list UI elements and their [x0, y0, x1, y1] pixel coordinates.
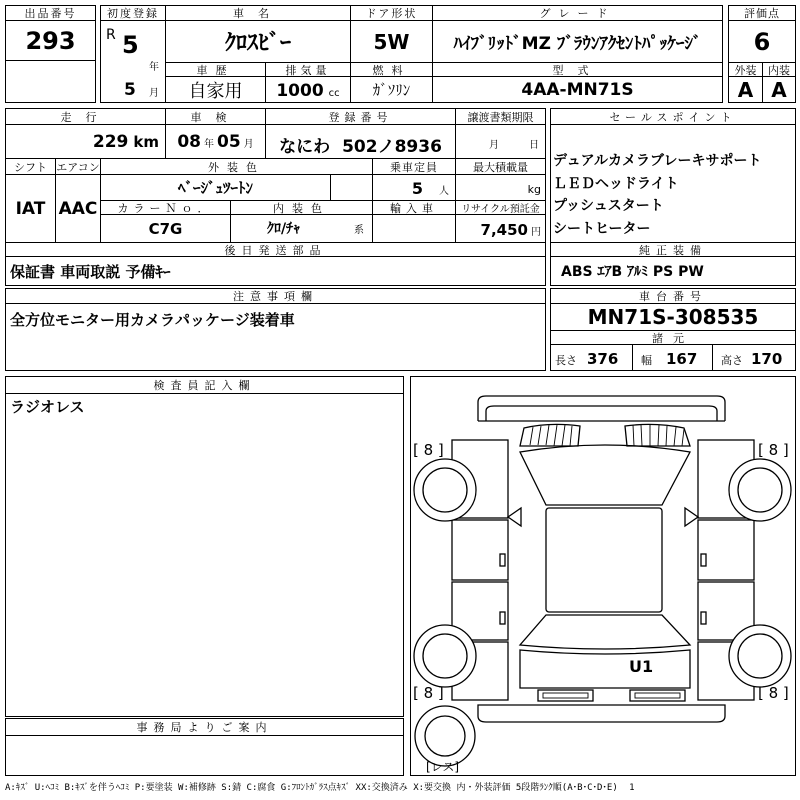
spec-height-label: 高さ	[721, 354, 743, 367]
spec-length-value: 376	[587, 350, 619, 368]
car-diagram	[410, 376, 796, 776]
recycle-fee-value: 7,450	[480, 221, 528, 239]
history-value: 自家用	[165, 76, 266, 103]
registration-number: 502ノ8936	[342, 137, 442, 157]
later-parts-label: 後日発送部品	[5, 242, 546, 257]
exterior-color-extra-cell	[330, 174, 373, 201]
capacity-value: 5	[411, 179, 423, 198]
recycle-fee-unit: 円	[531, 227, 541, 238]
rear-bumper	[478, 705, 725, 722]
office-notice-value	[5, 735, 404, 776]
first-registration-month: 5	[124, 80, 136, 100]
page-number: 1	[629, 783, 635, 793]
left-front-door-handle	[500, 554, 505, 566]
aircon-value: AAC	[55, 174, 101, 243]
headlight-right-ribs	[633, 425, 684, 446]
wheel-rear-right	[729, 625, 791, 687]
lot-number-label: 出品番号	[5, 5, 96, 21]
interior-color-value-cell	[230, 214, 373, 243]
car-name-value: ｸﾛｽﾋﾞｰ	[165, 20, 351, 63]
transfer-deadline-value-cell	[455, 124, 546, 159]
first-registration-value	[100, 20, 166, 103]
fuel-value: ｶﾞｿﾘﾝ	[350, 76, 433, 103]
left-rear-door-handle	[500, 612, 505, 624]
spec-length-label: 長さ	[555, 354, 577, 367]
exterior-grade-label: 外装	[728, 62, 763, 77]
lot-number-value: 293	[5, 20, 96, 61]
capacity-value-cell	[372, 174, 456, 201]
spare-mark: [レス]	[426, 760, 460, 774]
tailgate	[520, 650, 690, 688]
wheel-rear-left	[414, 625, 476, 687]
sales-point-item: デュアルカメラブレーキサポート	[553, 153, 762, 169]
registration-value-cell	[265, 124, 456, 159]
right-front-door	[698, 520, 754, 580]
wheel-front-left	[414, 459, 476, 521]
equipment-label: 純正装備	[550, 242, 796, 257]
tire-mark-rear-left: [ 8 ]	[413, 684, 444, 702]
grade-value: ﾊｲﾌﾞﾘｯﾄﾞMZ ﾌﾞﾗｳﾝｱｸｾﾝﾄﾊﾟｯｹｰｼﾞ	[432, 20, 723, 63]
spec-height-value: 170	[751, 350, 783, 368]
specs-label: 諸元	[550, 330, 796, 345]
mileage-value-cell	[5, 124, 166, 159]
interior-color-value: ｸﾛ/ﾁｬ	[267, 221, 301, 237]
fuel-label: 燃料	[350, 62, 433, 77]
registration-region: なにわ	[279, 137, 331, 157]
inspection-value-cell	[165, 124, 266, 159]
mileage-label: 走行	[5, 108, 166, 125]
right-rear-door-handle	[701, 612, 706, 624]
damage-code-legend	[5, 781, 795, 795]
exterior-grade-value: A	[728, 76, 763, 103]
car-name-label: 車名	[165, 5, 351, 21]
sales-point-item: プッシュスタート	[553, 198, 664, 214]
mileage-unit: km	[133, 133, 159, 151]
grade-label: グレード	[432, 5, 723, 21]
aircon-label: エアコン	[55, 158, 101, 175]
interior-grade-value: A	[762, 76, 796, 103]
windshield-hood	[520, 445, 690, 505]
registration-label: 登録番号	[265, 108, 456, 125]
capacity-label: 乗車定員	[372, 158, 456, 175]
first-registration-era: R	[106, 27, 116, 43]
inspection-month-unit: 月	[243, 139, 254, 150]
door-type-label: ドア形状	[350, 5, 433, 21]
import-label: 輸入車	[372, 200, 456, 215]
headlight-right	[625, 424, 690, 446]
spec-height-cell	[712, 344, 796, 371]
inspection-year: 08	[177, 132, 201, 152]
sales-point-item: シートヒーター	[553, 220, 651, 237]
first-registration-year-unit: 年	[149, 62, 159, 73]
rear-lamp-left-inner	[543, 693, 588, 698]
transfer-deadline-month-unit: 月	[489, 140, 499, 151]
displacement-value-cell	[265, 76, 351, 103]
color-number-label: カラーＮｏ．	[100, 200, 231, 215]
later-parts-value: 保証書 車両取説 予備ｷｰ	[5, 256, 546, 286]
spec-width-label: 幅	[641, 354, 652, 367]
lot-number-blank-cell	[5, 60, 96, 103]
spec-width-value: 167	[666, 350, 698, 368]
sales-point-item: ＬＥＤヘッドライト	[553, 175, 679, 192]
score-label: 評価点	[728, 5, 796, 21]
max-load-unit: kg	[527, 183, 541, 196]
caution-value: 全方位モニター用カメラパッケージ装着車	[5, 303, 546, 371]
tire-mark-front-left: [ 8 ]	[413, 441, 444, 459]
front-bumper-inner	[486, 406, 717, 421]
headlight-left-ribs	[530, 425, 572, 446]
damage-mark: U1	[629, 657, 654, 676]
tire-mark-front-right: [ 8 ]	[758, 441, 789, 459]
inspection-month: 05	[217, 132, 241, 152]
caution-label: 注意事項欄	[5, 288, 546, 304]
transfer-deadline-day-unit: 日	[529, 140, 539, 151]
chassis-number-value: MN71S-308535	[550, 303, 796, 331]
equipment-value: ABS ｴｱB ｱﾙﾐ PS PW	[550, 256, 796, 286]
spare-tire	[415, 706, 475, 766]
roof	[546, 508, 662, 612]
first-registration-label: 初度登録	[100, 5, 166, 21]
inspection-year-unit: 年	[204, 139, 214, 150]
right-front-door-handle	[701, 554, 706, 566]
interior-color-suffix: 系	[354, 225, 364, 236]
exterior-color-label: 外装色	[100, 158, 373, 175]
displacement-label: 排気量	[265, 62, 351, 77]
rear-lamp-right	[630, 690, 685, 701]
max-load-label: 最大積載量	[455, 158, 546, 175]
interior-color-label: 内装色	[230, 200, 373, 215]
score-value: 6	[728, 20, 796, 63]
car-diagram-svg	[411, 377, 795, 775]
legend-text: A:ｷｽﾞ U:ﾍｺﾐ B:ｷｽﾞを伴うﾍｺﾐ P:要塗装 W:補修跡 S:錆 C:腐食 G:ﾌﾛﾝﾄｶﾞﾗｽ点ｷｽﾞ XX:交換済み X:要交換 内・外装評価 5段階ﾗﾝｸ順(A･B･C･D･E)	[5, 783, 618, 793]
import-value-cell	[372, 214, 456, 243]
office-notice-label: 事務局よりご案内	[5, 718, 404, 736]
model-code-value: 4AA-MN71S	[432, 76, 723, 103]
interior-grade-label: 内装	[762, 62, 796, 77]
left-mirror	[508, 508, 521, 526]
first-registration-month-unit: 月	[149, 88, 159, 99]
front-bumper	[478, 396, 725, 421]
capacity-unit: 人	[439, 186, 449, 197]
mileage-value: 229	[92, 132, 129, 152]
inspector-notes-label: 検査員記入欄	[5, 376, 404, 394]
model-code-label: 型式	[432, 62, 723, 77]
sales-points-list	[550, 124, 796, 243]
max-load-value-cell	[455, 174, 546, 201]
door-type-value: 5W	[350, 20, 433, 63]
inspection-label: 車検	[165, 108, 266, 125]
right-mirror	[685, 508, 698, 526]
shift-label: シフト	[5, 158, 56, 175]
left-front-door	[452, 520, 508, 580]
color-number-value: C7G	[100, 214, 231, 243]
spec-length-cell	[550, 344, 633, 371]
shift-value: IAT	[5, 174, 56, 243]
tire-mark-rear-right: [ 8 ]	[758, 684, 789, 702]
recycle-fee-label: リサイクル預託金	[455, 200, 546, 215]
history-label: 車歴	[165, 62, 266, 77]
displacement-value: 1000	[276, 81, 324, 101]
inspector-notes-value: ラジオレス	[5, 393, 404, 717]
spec-width-cell	[632, 344, 713, 371]
chassis-number-label: 車台番号	[550, 288, 796, 304]
sales-points-label: セールスポイント	[550, 108, 796, 125]
rear-lamp-left	[538, 690, 593, 701]
first-registration-year: 5	[122, 31, 139, 59]
displacement-unit: cc	[328, 88, 340, 99]
rear-lamp-right-inner	[635, 693, 680, 698]
transfer-deadline-label: 譲渡書類期限	[455, 108, 546, 125]
rear-window	[520, 615, 690, 649]
recycle-fee-value-cell	[455, 214, 546, 243]
exterior-color-value: ﾍﾞｰｼﾞｭﾂｰﾄﾝ	[100, 174, 331, 201]
wheel-front-right	[729, 459, 791, 521]
